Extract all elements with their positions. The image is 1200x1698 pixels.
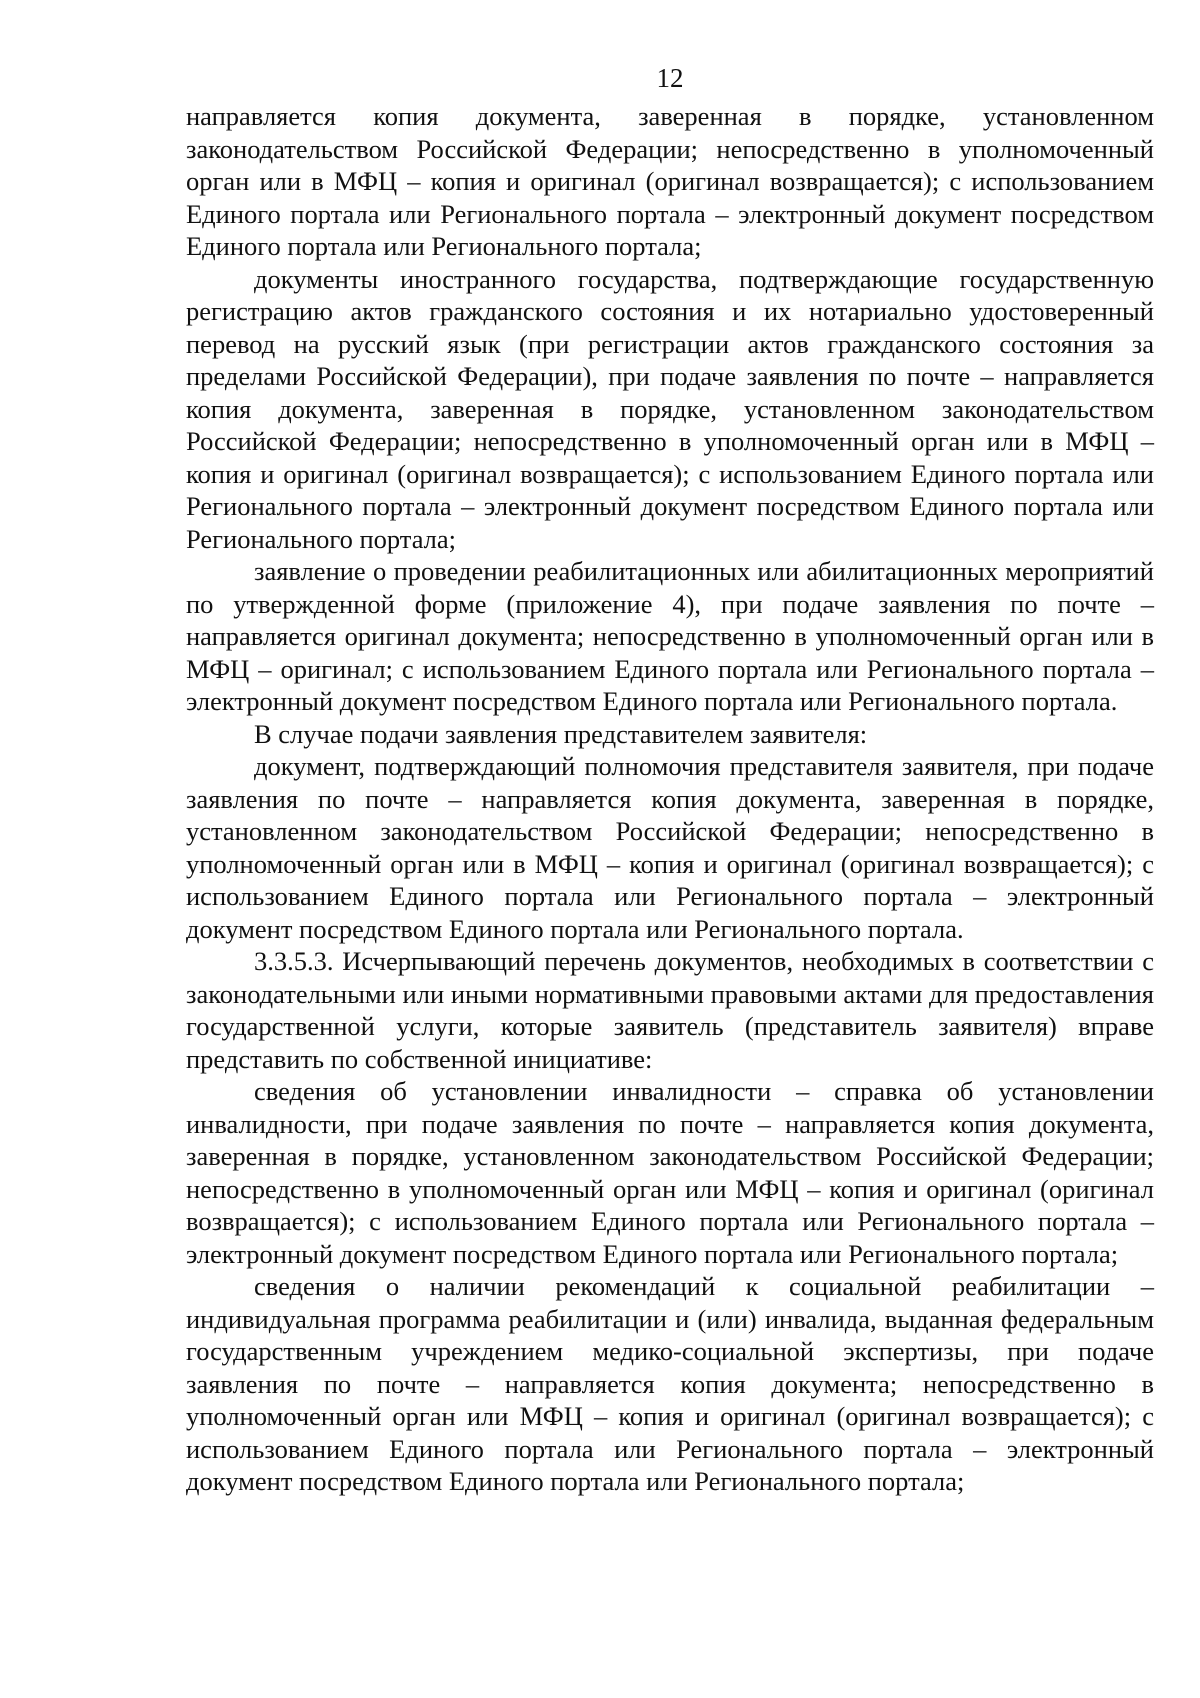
paragraph-authority-document: документ, подтверждающий полномочия представителя заявителя, при подаче заявления по почте – направляется копия документа, заверенная в порядке, установленном законодательством Российской Федерации; непосредственно в уполномоченный орган или в МФЦ – копия и оригинал (оригинал возвращается); с использованием Единого портала или Регионального портала – электронный документ посредством Единого портала или Регионального портала. <box>186 751 1154 944</box>
paragraph-rehabilitation-application: заявление о проведении реабилитационных или абилитационных мероприятий по утвержденной форме (приложение 4), при подаче заявления по почте – направляется оригинал документа; непосредственно в уполномоченный орган или в МФЦ – оригинал; с использованием Единого портала или Регионального портала – электронный документ посредством Единого портала или Регионального портала. <box>186 556 1154 716</box>
paragraph-disability-info: сведения об установлении инвалидности – справка об установлении инвалидности, при подаче заявления по почте – направляется копия документа, заверенная в порядке, установленном законодательством Российской Федерации; непосредственно в уполномоченный орган или МФЦ – копия и оригинал (оригинал возвращается); с использованием Единого портала или Регионального портала – электронный документ посредством Единого портала или Регионального портала; <box>186 1076 1154 1269</box>
paragraph-continuation: направляется копия документа, заверенная в порядке, установленном законодательством Российской Федерации; непосредственно в уполномоченный орган или в МФЦ – копия и оригинал (оригинал возвращается); с использованием Единого портала или Регионального портала – электронный документ посредством Единого портала или Регионального портала; <box>186 101 1154 261</box>
paragraph-representative-case: В случае подачи заявления представителем заявителя: <box>254 718 868 749</box>
paragraph-section-3-3-5-3: 3.3.5.3. Исчерпывающий перечень документов, необходимых в соответствии с законодательными или иными нормативными правовыми актами для предоставления государственной услуги, которые заявитель (представитель заявителя) вправе представить по собственной инициативе: <box>186 946 1154 1074</box>
paragraph-foreign-documents: документы иностранного государства, подтверждающие государственную регистрацию актов гражданского состояния и их нотариально удостоверенный перевод на русский язык (при регистрации актов гражданского состояния за пределами Российской Федерации), при подаче заявления по почте – направляется копия документа, заверенная в порядке, установленном законодательством Российской Федерации; непосредственно в уполномоченный орган или в МФЦ – копия и оригинал (оригинал возвращается); с использованием Единого портала или Регионального портала – электронный документ посредством Единого портала или Регионального портала; <box>186 263 1154 554</box>
paragraph-rehabilitation-recommendations: сведения о наличии рекомендаций к социальной реабилитации – индивидуальная программа реабилитации и (или) инвалида, выданная федеральным государственным учреждением медико-социальной экспертизы, при подаче заявления по почте – направляется копия документа; непосредственно в уполномоченный орган или МФЦ – копия и оригинал (оригинал возвращается); с использованием Единого портала или Регионального портала – электронный документ посредством Единого портала или Регионального портала; <box>186 1271 1154 1496</box>
page-number: 12 <box>656 63 684 93</box>
document-body <box>186 100 1154 1498</box>
